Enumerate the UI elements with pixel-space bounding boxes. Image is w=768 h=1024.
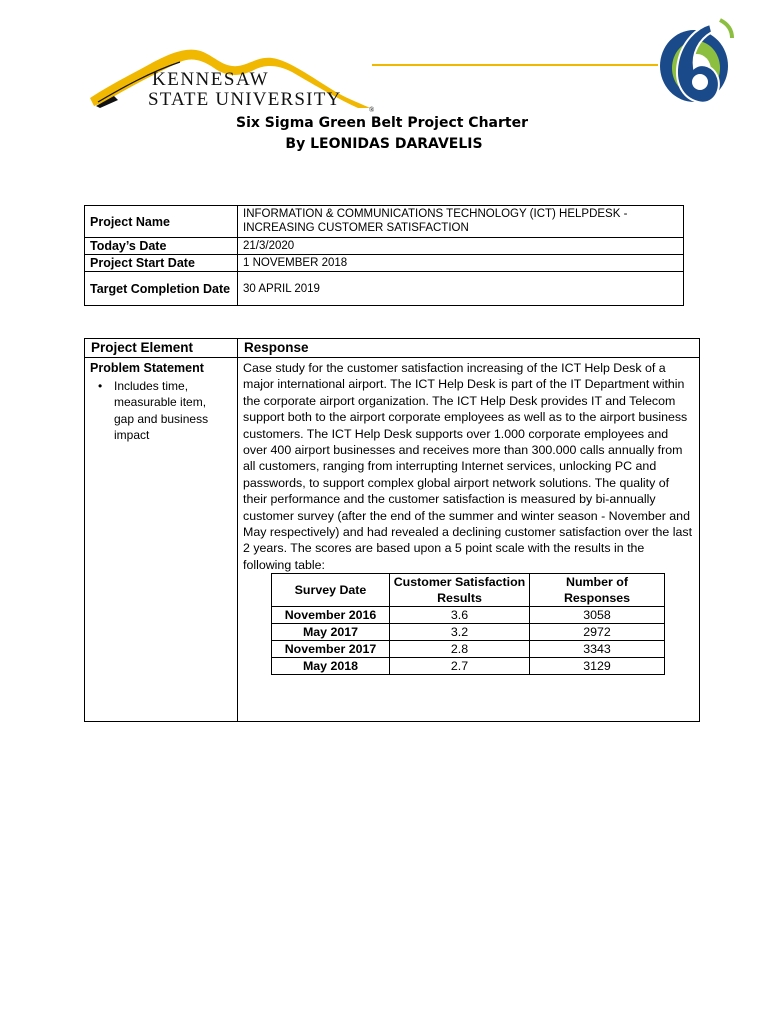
response-header: Response <box>238 339 700 358</box>
response-cell <box>238 358 700 722</box>
survey-date: November 2016 <box>272 607 390 624</box>
satisfaction-result: 3.6 <box>390 607 530 624</box>
six-sigma-icon <box>652 18 738 110</box>
table-row <box>85 238 684 255</box>
six-sigma-logo <box>652 18 738 110</box>
survey-results-table <box>271 573 665 675</box>
project-elements-table <box>84 338 700 722</box>
bullet-icon: • <box>98 379 103 393</box>
completion-date-value: 30 APRIL 2019 <box>238 272 684 306</box>
header-rule <box>372 64 658 66</box>
project-info-table <box>84 205 684 306</box>
bullet-text: Includes time, measurable item, gap and business impact <box>114 379 209 443</box>
satisfaction-result: 2.7 <box>390 658 530 675</box>
table-row <box>85 255 684 272</box>
element-bullet-list <box>90 378 232 444</box>
project-name-value: INFORMATION & COMMUNICATIONS TECHNOLOGY (ICT) HELPDESK - INCREASING CUSTOMER SATISFACTION <box>238 206 684 238</box>
list-item <box>90 378 232 444</box>
survey-date-header: Survey Date <box>272 574 390 607</box>
university-name-line2: STATE UNIVERSITY <box>148 89 342 110</box>
response-count: 3058 <box>530 607 665 624</box>
table-row <box>272 607 665 624</box>
project-name-label: Project Name <box>85 206 238 238</box>
survey-date: May 2017 <box>272 624 390 641</box>
completion-date-label: Target Completion Date <box>85 272 238 306</box>
satisfaction-result: 2.8 <box>390 641 530 658</box>
table-header-row <box>272 574 665 607</box>
table-row <box>272 658 665 675</box>
satisfaction-result: 3.2 <box>390 624 530 641</box>
problem-statement-cell <box>85 358 238 722</box>
table-row <box>85 272 684 306</box>
survey-date: May 2018 <box>272 658 390 675</box>
response-count: 3343 <box>530 641 665 658</box>
table-row <box>272 624 665 641</box>
survey-date: November 2017 <box>272 641 390 658</box>
table-header-row <box>85 339 700 358</box>
project-element-header: Project Element <box>85 339 238 358</box>
problem-statement-label: Problem Statement <box>90 361 204 375</box>
todays-date-label: Today’s Date <box>85 238 238 255</box>
response-count: 2972 <box>530 624 665 641</box>
document-author: By LEONIDAS DARAVELIS <box>285 136 483 152</box>
registered-mark: ® <box>369 106 375 114</box>
ksu-logo <box>88 42 384 114</box>
start-date-label: Project Start Date <box>85 255 238 272</box>
response-count: 3129 <box>530 658 665 675</box>
start-date-value: 1 NOVEMBER 2018 <box>238 255 684 272</box>
table-row <box>85 206 684 238</box>
university-name-line1: KENNESAW <box>152 69 270 90</box>
table-row <box>85 358 700 722</box>
satisfaction-results-header: Customer Satisfaction Results <box>390 574 530 607</box>
problem-statement-response: Case study for the customer satisfaction increasing of the ICT Help Desk of a major international airport. The ICT Help Desk is part of the IT Department within the corporate airport organization. The ICT Help Desk provides IT and Telecom support both to the airport corporate employees as well as to the airport business customers. The ICT Help Desk supports over 1.000 corporate employees and over 400 airport businesses and receives more than 300.000 calls annually from all customers, ranging from interrupting Internet services, unlocking PC and passwords, to support complex global airport network solutions. The quality of their performance and the customer satisfaction is measured by bi-annually customer survey (after the end of the summer and winter season - November and May respectively) and had revealed a declining customer satisfaction over the last 2 years. The scores are based upon a 5 point scale with the results in the following table: <box>243 361 693 572</box>
table-row <box>272 641 665 658</box>
responses-header: Number of Responses <box>530 574 665 607</box>
document-title: Six Sigma Green Belt Project Charter <box>236 115 528 131</box>
todays-date-value: 21/3/2020 <box>238 238 684 255</box>
